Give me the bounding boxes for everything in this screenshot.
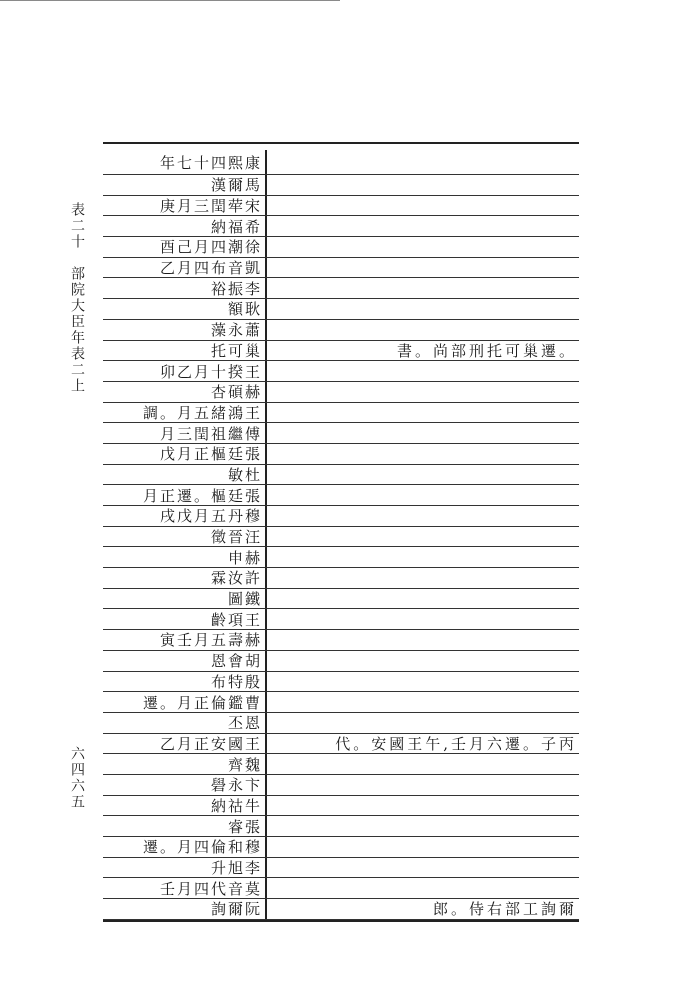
table-row xyxy=(103,361,579,382)
row-note-cell xyxy=(269,485,577,505)
row-names-cell: 申赫 xyxy=(103,547,267,567)
table-row xyxy=(103,237,579,258)
row-names-cell: 齊魏 xyxy=(103,754,267,774)
row-names-cell: 裕振李 xyxy=(103,278,267,298)
row-note-cell xyxy=(269,175,577,195)
row-note-cell xyxy=(269,278,577,298)
row-note-cell: 書。尚部刑托可巢遷。 xyxy=(396,341,577,360)
official-roster-table xyxy=(103,142,579,922)
row-names-cell: 藻永蕭 xyxy=(103,320,267,340)
table-row xyxy=(103,651,579,672)
table-row xyxy=(103,734,579,755)
row-note-cell xyxy=(269,258,577,278)
row-names-cell: 調。月五緒鴻王 xyxy=(103,403,267,423)
table-row xyxy=(103,444,579,465)
row-note-cell xyxy=(269,692,577,712)
row-names-cell: 礐永卞 xyxy=(103,775,267,795)
row-note-cell xyxy=(269,754,577,774)
row-names-cell: 恩會胡 xyxy=(103,651,267,671)
row-note-cell xyxy=(269,837,577,857)
row-names-cell: 詢爾阮 xyxy=(103,899,267,919)
row-names-cell: 漢爾馬 xyxy=(103,175,267,195)
row-note-cell xyxy=(269,651,577,671)
table-row xyxy=(103,547,579,568)
table-row xyxy=(103,150,579,175)
row-note-cell xyxy=(269,630,577,650)
row-names-cell: 壬月四代音莫 xyxy=(103,878,267,898)
row-names-cell: 納祜牛 xyxy=(103,796,267,816)
row-names-cell: 庚月三閏荦宋 xyxy=(103,196,267,216)
row-note-cell xyxy=(269,775,577,795)
table-row xyxy=(103,506,579,527)
row-note-cell xyxy=(269,527,577,547)
row-names-cell: 戊月正樞廷張 xyxy=(103,444,267,464)
table-row xyxy=(103,216,579,237)
row-names-cell: 月三閏祖繼傅 xyxy=(103,423,267,443)
row-note-cell xyxy=(269,878,577,898)
row-note-cell xyxy=(269,237,577,257)
row-note-cell xyxy=(269,506,577,526)
table-rows xyxy=(103,150,579,920)
row-names-cell: 月正遷。樞廷張 xyxy=(103,485,267,505)
row-names-cell: 酉己月四潮徐 xyxy=(103,237,267,257)
table-row xyxy=(103,775,579,796)
row-note-cell: 代。安國王午,壬月六遷。子丙 xyxy=(335,734,577,753)
table-row xyxy=(103,299,579,320)
row-names-cell: 睿張 xyxy=(103,816,267,836)
table-row xyxy=(103,485,579,506)
row-names-cell: 遷。月四倫和穆 xyxy=(103,837,267,857)
table-row xyxy=(103,692,579,713)
table-row xyxy=(103,423,579,444)
table-row xyxy=(103,878,579,899)
row-note-cell xyxy=(269,423,577,443)
row-names-cell: 丕恩 xyxy=(103,713,267,733)
table-row xyxy=(103,341,579,362)
row-note-cell xyxy=(269,465,577,485)
row-note-cell xyxy=(269,609,577,629)
table-row xyxy=(103,899,579,920)
table-row xyxy=(103,278,579,299)
table-row xyxy=(103,258,579,279)
table-row xyxy=(103,589,579,610)
row-note-cell xyxy=(269,150,577,174)
row-names-cell: 乙月四布音凱 xyxy=(103,258,267,278)
table-row xyxy=(103,816,579,837)
row-names-cell: 圖鐵 xyxy=(103,589,267,609)
table-row xyxy=(103,465,579,486)
table-row xyxy=(103,175,579,196)
row-names-cell: 額耿 xyxy=(103,299,267,319)
row-note-cell xyxy=(269,403,577,423)
row-note-cell xyxy=(269,361,577,381)
row-note-cell xyxy=(269,816,577,836)
row-note-cell xyxy=(269,299,577,319)
row-note-cell xyxy=(269,589,577,609)
table-bottom-rule xyxy=(103,920,579,922)
table-row xyxy=(103,320,579,341)
row-note-cell xyxy=(269,382,577,402)
row-note-cell xyxy=(269,216,577,236)
row-names-cell: 齡項王 xyxy=(103,609,267,629)
table-row xyxy=(103,403,579,424)
row-names-cell: 敏杜 xyxy=(103,465,267,485)
table-row xyxy=(103,382,579,403)
row-names-cell: 升旭李 xyxy=(103,858,267,878)
row-note-cell xyxy=(269,713,577,733)
table-row xyxy=(103,796,579,817)
table-top-rule xyxy=(103,142,579,144)
table-row xyxy=(103,630,579,651)
table-row xyxy=(103,527,579,548)
row-note-cell xyxy=(269,568,577,588)
page-number: 六四六五 xyxy=(69,746,85,810)
row-names-cell: 霖汝許 xyxy=(103,568,267,588)
row-note-cell xyxy=(269,858,577,878)
row-names-cell: 年七十四熙康 xyxy=(103,150,267,174)
row-names-cell: 卯乙月十揆王 xyxy=(103,361,267,381)
row-names-cell: 杏碩赫 xyxy=(103,382,267,402)
table-row xyxy=(103,672,579,693)
row-note-cell xyxy=(269,320,577,340)
table-row xyxy=(103,609,579,630)
table-row xyxy=(103,568,579,589)
row-names-cell: 寅壬月五壽赫 xyxy=(103,630,267,650)
table-row xyxy=(103,196,579,217)
row-note-cell xyxy=(269,672,577,692)
margin-title: 表二十 部院大臣年表二上 xyxy=(69,202,85,394)
row-names-cell: 托可巢 xyxy=(103,341,267,361)
row-names-cell: 遷。月正倫鑑曹 xyxy=(103,692,267,712)
table-row xyxy=(103,837,579,858)
row-names-cell: 徵晉汪 xyxy=(103,527,267,547)
table-row xyxy=(103,713,579,734)
row-note-cell xyxy=(269,547,577,567)
table-row xyxy=(103,858,579,879)
row-names-cell: 納福希 xyxy=(103,216,267,236)
scan-edge-line xyxy=(0,0,340,1)
row-note-cell xyxy=(269,444,577,464)
row-note-cell xyxy=(269,796,577,816)
table-row xyxy=(103,754,579,775)
row-note-cell xyxy=(269,196,577,216)
row-names-cell: 布特殷 xyxy=(103,672,267,692)
row-names-cell: 戌戊月五丹穆 xyxy=(103,506,267,526)
row-names-cell: 乙月正安國王 xyxy=(103,734,267,754)
row-note-cell: 郎。侍右部工詢爾 xyxy=(432,900,577,919)
